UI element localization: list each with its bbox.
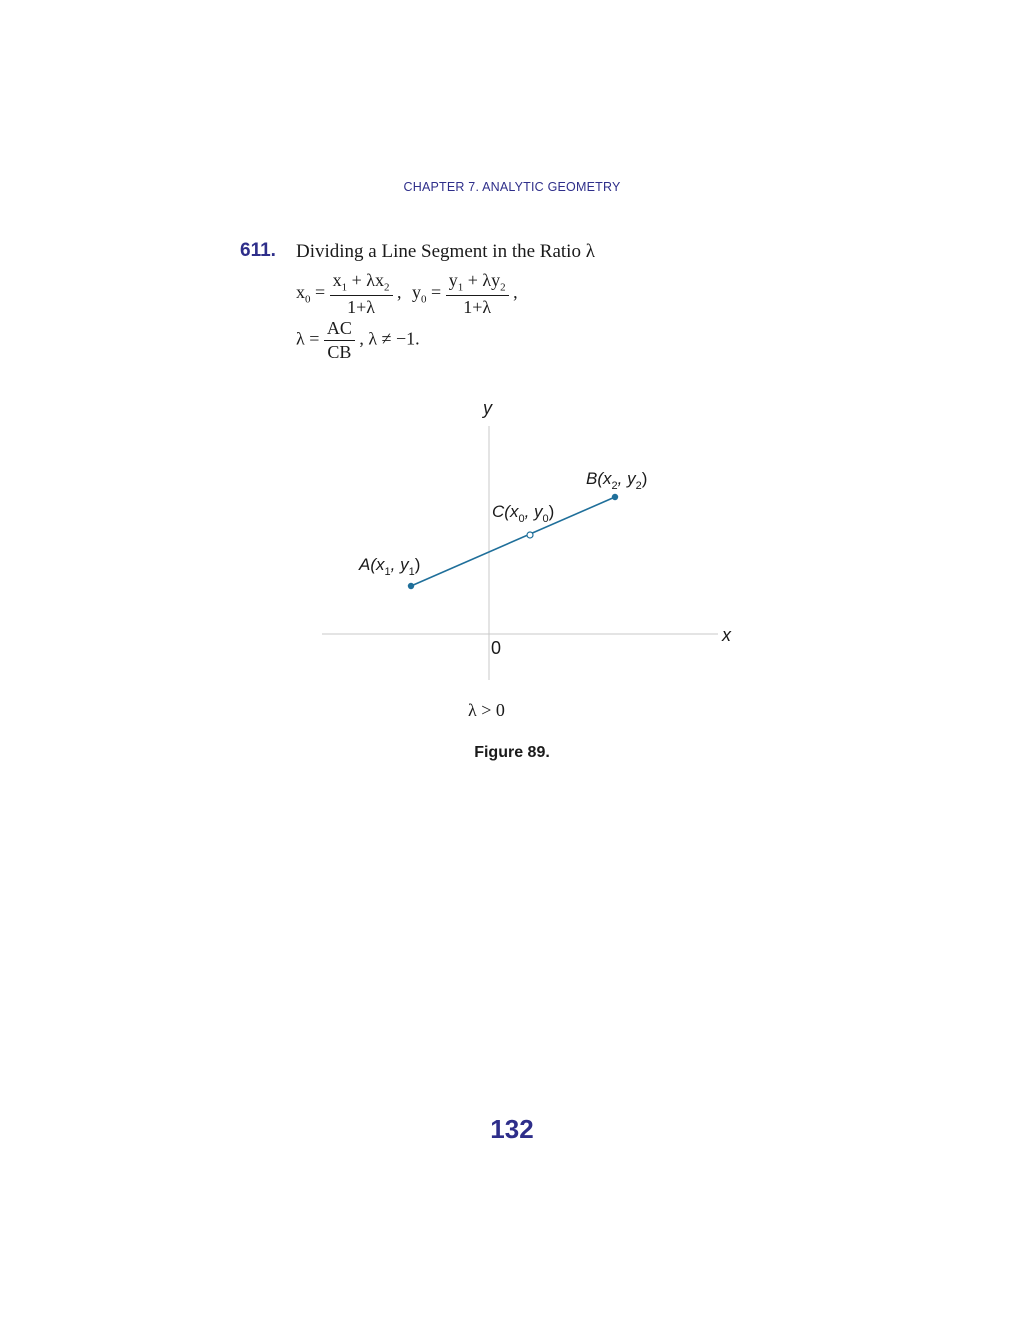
x0-numerator: $x_1 + \lambda x_2$	[330, 270, 393, 296]
x-axis-label: x	[722, 625, 731, 645]
x0-denominator: 1+λ	[347, 296, 376, 317]
x0-fraction	[330, 270, 393, 318]
formula-lambda: λ = $\frac{AC}{CB}$ , λ ≠ −1.	[296, 318, 420, 362]
y-axis-label: y	[483, 398, 492, 418]
y0-lhs: $y_0$	[412, 281, 427, 306]
separator: ,	[397, 281, 402, 302]
figure-diagram	[300, 390, 760, 730]
origin-label: 0	[491, 638, 502, 658]
page-number: 132	[490, 1114, 534, 1144]
y0-denominator: 1+λ	[463, 296, 492, 317]
problem-number: 611.	[240, 240, 276, 261]
separator: ,	[513, 281, 518, 302]
point-c-label: $C(x_0$, $y_0$)	[492, 502, 555, 525]
lambda-condition: , λ ≠ −1.	[359, 328, 420, 349]
lambda-lhs: λ	[296, 328, 305, 349]
lambda-condition-label: λ > 0	[468, 700, 505, 720]
figure-caption: Figure 89.	[474, 744, 550, 761]
point-b	[612, 494, 618, 500]
y0-fraction	[446, 270, 509, 318]
lambda-numerator: AC	[324, 318, 355, 341]
point-a-label: $A(x_1$, $y_1$)	[359, 555, 421, 578]
x0-lhs: $x_0$	[296, 281, 311, 306]
lambda-denominator: CB	[327, 342, 352, 362]
point-c	[527, 532, 533, 538]
point-a	[408, 583, 414, 589]
chapter-header: CHAPTER 7. ANALYTIC GEOMETRY	[403, 180, 621, 194]
y0-numerator: $y_1 + \lambda y_2$	[446, 270, 509, 296]
lambda-fraction	[324, 318, 355, 363]
problem-title: Dividing a Line Segment in the Ratio λ	[296, 241, 595, 262]
point-b-label: $B(x_2$, $y_2$)	[586, 469, 648, 492]
formula-coordinates: $x_0$ = $\frac{x_1 + \lambda x_2}{1+\lambda}$ , $y_0$ = $\frac{y_1 + \lambda y_2}{1+\lambda}$ ,	[296, 270, 518, 317]
